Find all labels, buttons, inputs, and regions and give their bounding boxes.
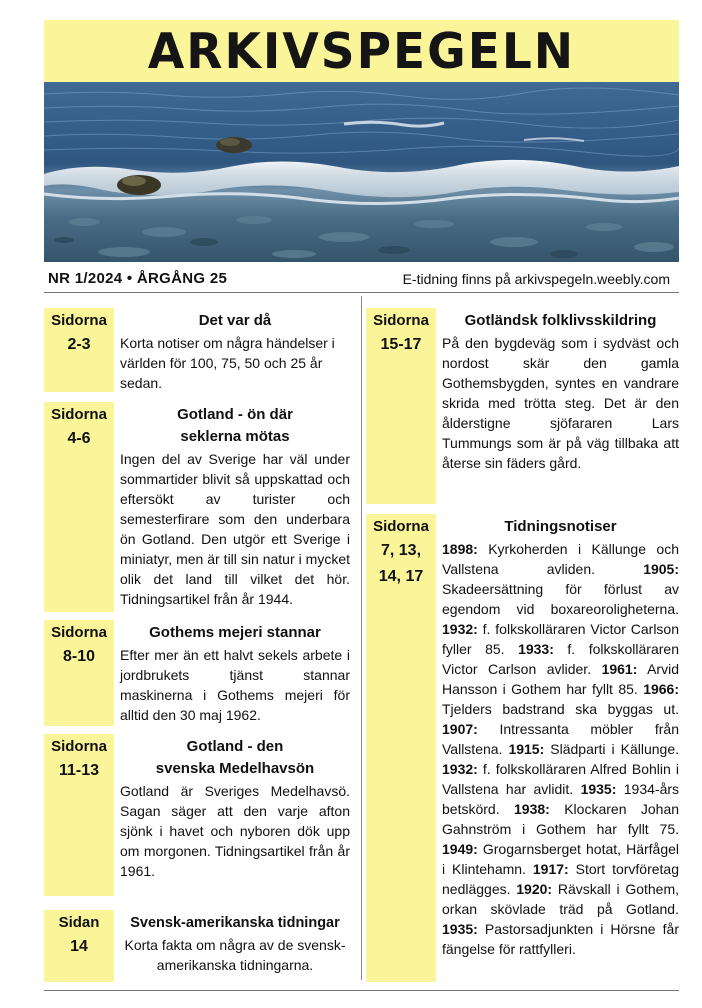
notice-year: 1932:	[442, 761, 478, 777]
masthead-title: ARKIVSPEGELN	[147, 22, 576, 80]
entry-heading-line1: Gotland - den	[186, 738, 284, 755]
entry-description: Ingen del av Sverige har väl under sommartider blivit så uppskattad och eftersökt av turister och semesterfirare som den underbara ön Gotland. Den utgör ett Sverige i miniatyr, men är till sin natur i mycket olik det land till vilket det hör. Tidningsartikel från år 1944.	[120, 451, 350, 607]
notice-text: Skadeersättning för förlust av egendom vid boxareoroligheterna.	[442, 581, 679, 617]
entry-heading: Gothems mejeri stannar	[149, 624, 321, 641]
page-tag-label: Sidorna	[51, 738, 107, 755]
entry-body	[114, 402, 350, 612]
notice-item	[442, 921, 679, 957]
notice-item	[508, 741, 679, 757]
notice-year: 1915:	[508, 741, 545, 757]
page-tag	[366, 308, 436, 504]
notice-text: Intressanta möbler från Vallstena.	[442, 721, 679, 757]
notice-year: 1907:	[442, 721, 478, 737]
entry-heading: Gotländsk folklivsskildring	[464, 312, 657, 329]
toc-entry-tidningsnotiser	[366, 514, 679, 982]
page-tag	[44, 308, 114, 392]
page-numbers: 14	[70, 938, 88, 955]
entry-heading	[120, 404, 350, 448]
notice-text: f. folkskolläraren Alfred Bohlin i Vallstena har avlidit.	[442, 761, 679, 797]
page-numbers: 15-17	[380, 336, 422, 353]
page-numbers: 11-13	[58, 762, 100, 779]
entry-heading: Svensk-amerikanska tidningar	[130, 915, 340, 931]
entry-body	[114, 734, 350, 896]
notice-text: Kyrkoherden i Källunge och Vallstena avliden.	[442, 541, 679, 577]
notice-year: 1920:	[516, 881, 553, 897]
page-tag	[44, 734, 114, 896]
notice-text: Pastorsadjunkten i Hörsne får fängelse för rattfylleri.	[442, 921, 679, 957]
entry-body	[114, 910, 350, 982]
page-numbers: 2-3	[67, 336, 91, 353]
masthead	[44, 20, 679, 82]
entry-description: Efter mer än ett halvt sekels arbete i jordbrukets tjänst stannar maskinerna i Gothems mejeri för alltid den 30 maj 1962.	[120, 647, 350, 723]
issue-number: NR 1/2024 • ÅRGÅNG 25	[48, 270, 228, 287]
page-tag	[366, 514, 436, 982]
top-rule	[44, 292, 679, 293]
entry-description: På den bygdeväg som i sydväst och nordost skär den gamla Gothemsbygden, syntes en vandrare skrida med trötta steg. Det är den ålderstigne sjöfararen Lars Tummungs som är på väg tillbaka att återse sin fäders gård.	[442, 335, 679, 471]
sea-illustration	[44, 82, 679, 262]
notice-text: f. folkskolläraren Victor Carlson avlider.	[442, 641, 679, 677]
notice-text: Stort torvföretag nedlägges.	[442, 861, 680, 897]
notice-year: 1961:	[601, 661, 638, 677]
notice-text: Arvid Hansson i Gothem har fyllt 85.	[442, 661, 679, 697]
bottom-rule	[44, 990, 679, 991]
page-tag	[44, 620, 114, 726]
entry-body	[436, 514, 679, 982]
notice-year: 1898:	[442, 541, 478, 557]
notice-year: 1966:	[643, 681, 679, 697]
page-tag-label: Sidorna	[373, 518, 429, 535]
notice-year: 1935:	[580, 781, 617, 797]
page-numbers-line2: 14, 17	[378, 568, 424, 585]
notice-year: 1917:	[532, 861, 569, 877]
toc-entry-det-var-da	[44, 308, 350, 392]
page-numbers: 8-10	[62, 648, 96, 665]
entry-heading-line2: seklerna mötas	[180, 428, 290, 445]
entry-heading: Tidningsnotiser	[504, 518, 617, 535]
toc-entry-gotland-seklerna	[44, 402, 350, 612]
notice-text: f. folkskolläraren Victor Carlson fyller 85.	[442, 621, 679, 657]
page-tag-label: Sidorna	[51, 624, 107, 641]
entry-description: Korta notiser om några händelser i världen för 100, 75, 50 och 25 år sedan.	[120, 335, 335, 391]
toc-entry-gotlandsk-folklivsskildring	[366, 308, 679, 504]
page-tag	[44, 910, 114, 982]
notice-text: Rävskall i Gothem, orkan skövlade träd på Gotland.	[442, 881, 680, 917]
notice-text: Klockaren Johan Gahnström i Gothem har fyllt 75.	[442, 801, 680, 837]
notices-list	[442, 539, 679, 959]
cover-photo-sea	[44, 82, 679, 262]
entry-body	[114, 620, 350, 726]
page-numbers-line1: 7, 13,	[380, 542, 422, 559]
page-tag-label: Sidorna	[373, 312, 429, 329]
entry-body	[436, 308, 679, 504]
notice-text: 1934-års betskörd.	[442, 781, 680, 817]
entry-heading-line1: Gotland - ön där	[177, 406, 293, 423]
toc-entry-svensk-amerikanska	[44, 910, 350, 982]
notice-year: 1938:	[514, 801, 550, 817]
toc-entry-gotland-medelhavson	[44, 734, 350, 896]
page-tag	[44, 402, 114, 612]
entry-heading-line2: svenska Medelhavsön	[155, 760, 315, 777]
notice-year: 1932:	[442, 621, 478, 637]
notice-year: 1933:	[518, 641, 554, 657]
entry-description: Gotland är Sveriges Medelhavsö. Sagan säger att den varje afton sjönk i havet och nyboren dök upp om morgonen. Tidningsartikel från år 1961.	[120, 783, 350, 879]
entry-description: Korta fakta om några av de svensk-amerikanska tidningarna.	[124, 937, 346, 973]
notice-text: Grogarnsberget hotat, Härfågel i Klintehamn.	[442, 841, 679, 877]
entry-body	[114, 308, 350, 392]
column-divider	[361, 296, 362, 980]
notice-year: 1949:	[442, 841, 478, 857]
notice-year: 1905:	[643, 561, 679, 577]
notice-year: 1935:	[442, 921, 478, 937]
notice-text: Slädparti i Källunge.	[550, 741, 679, 757]
notice-text: Tjelders badstrand ska byggas ut.	[442, 701, 679, 717]
page-tag-label: Sidorna	[51, 406, 107, 423]
entry-heading: Det var då	[198, 312, 272, 329]
page-numbers: 4-6	[67, 430, 91, 447]
page-tag-label: Sidorna	[51, 312, 107, 329]
web-edition-note: E-tidning finns på arkivspegeln.weebly.com	[402, 271, 670, 287]
entry-heading	[120, 736, 350, 780]
toc-entry-gothems-mejeri	[44, 620, 350, 726]
page-tag-label: Sidan	[58, 914, 100, 931]
